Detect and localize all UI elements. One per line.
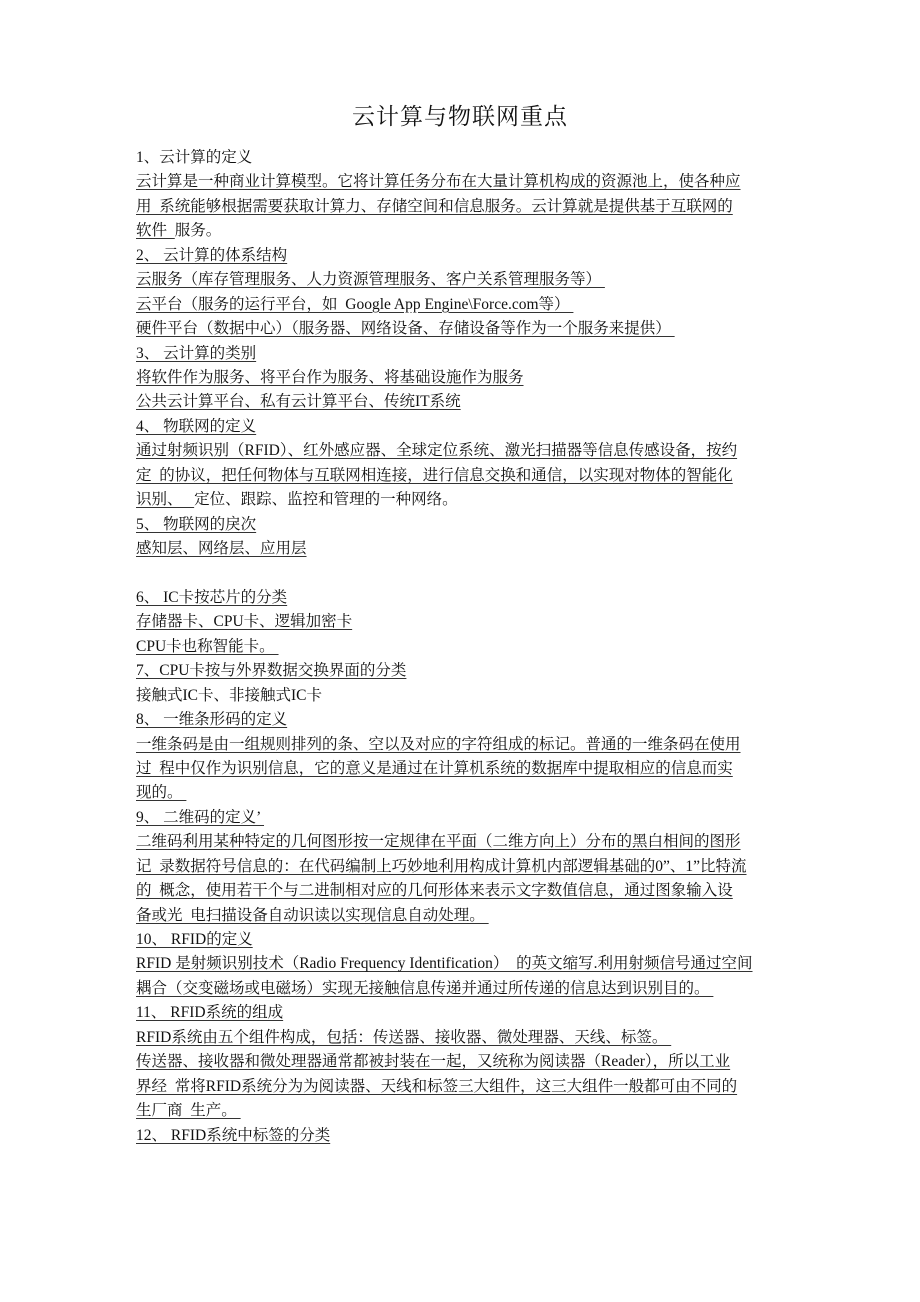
text-segment: 2、 云计算的体系结构 xyxy=(136,246,288,264)
document-line xyxy=(136,390,796,414)
text-segment: 过 程中仅作为识别信息，它的意义是通过在计算机系统的数据库中提取相应的信息而实 xyxy=(136,759,733,777)
document-line xyxy=(136,708,796,732)
text-segment: 传送器、接收器和微处理器通常都被封装在一起，又统称为阅读器（Reader），所以工业 xyxy=(136,1053,731,1071)
document-line xyxy=(136,928,796,952)
document-line xyxy=(136,219,796,243)
document-line xyxy=(136,855,796,879)
document-line xyxy=(136,415,796,439)
document-line xyxy=(136,879,796,903)
text-segment: 记 录数据符号信息的：在代码编制上巧妙地利用构成计算机内部逻辑基础的0”、1”比特流 xyxy=(136,857,747,875)
document-title: 云计算与物联网重点 xyxy=(352,104,568,129)
document-line xyxy=(136,1075,796,1099)
text-segment: CPU卡也称智能卡。 xyxy=(136,637,279,655)
document-line xyxy=(136,488,796,512)
text-segment: 通过射频识别（RFID）、红外感应器、全球定位系统、激光扫描器等信息传感设备，按约 xyxy=(136,442,738,460)
text-segment: 10、 RFID的定义 xyxy=(136,931,253,948)
document-line xyxy=(136,1050,796,1074)
document-line xyxy=(136,561,796,585)
text-segment: 4、 物联网的定义 xyxy=(136,417,257,435)
document-line xyxy=(136,830,796,854)
document-line xyxy=(136,757,796,781)
text-segment: 备或光 电扫描设备自动识读以实现信息自动处理。 xyxy=(136,906,489,924)
document-line xyxy=(136,342,796,366)
text-segment: 8、 一维条形码的定义 xyxy=(136,711,288,729)
text-segment: 11、 RFID系统的组成 xyxy=(136,1004,284,1022)
document-line xyxy=(136,806,796,830)
document-line xyxy=(136,317,796,341)
text-segment: 6、 IC卡按芯片的分类 xyxy=(136,588,288,606)
document-line xyxy=(136,610,796,634)
document-line xyxy=(136,170,796,194)
text-segment: 的 概念，使用若干个与二进制相对应的几何形体来表示文字数值信息，通过图象输入设 xyxy=(136,882,733,900)
text-segment: 定 的协议，把任何物体与互联网相连接，进行信息交换和通信，以实现对物体的智能化 xyxy=(136,466,733,484)
document-line xyxy=(136,366,796,390)
text-segment: 生厂商 生产。 xyxy=(136,1102,241,1120)
document-line xyxy=(136,464,796,488)
text-segment: 定位、跟踪、监控和管理的一种网络。 xyxy=(194,491,458,509)
text-segment: 用 系统能够根据需要获取计算力、存储空间和信息服务。云计算就是提供基于互联网的 xyxy=(136,197,733,215)
document-line xyxy=(136,1099,796,1123)
text-segment: 接触式IC卡、非接触式IC卡 xyxy=(136,686,323,704)
document-line xyxy=(136,293,796,317)
document-line xyxy=(136,146,796,170)
text-segment: 9、 二维码的定义’ xyxy=(136,808,265,826)
text-segment: 7、CPU卡按与外界数据交换界面的分类 xyxy=(136,662,407,680)
text-segment: 现的。 xyxy=(136,784,187,802)
text-segment: 软件 xyxy=(136,222,175,240)
document-line xyxy=(136,659,796,683)
text-segment: 一维条码是由一组规则排列的条、空以及对应的字符组成的标记。普通的一维条码在使用 xyxy=(136,735,741,753)
document-line xyxy=(136,513,796,537)
document-line xyxy=(136,904,796,928)
text-segment: 公共云计算平台、私有云计算平台、传统IT系统 xyxy=(136,393,461,411)
text-segment: 感知层、网络层、应用层 xyxy=(136,540,307,557)
text-segment: 云平台（服务的运行平台，如 Google App Engine\Force.com等） xyxy=(136,295,574,313)
text-segment: 云服务（库存管理服务、人力资源管理服务、客户关系管理服务等） xyxy=(136,271,605,289)
document-line xyxy=(136,684,796,708)
document-line xyxy=(136,195,796,219)
text-segment: RFID系统由五个组件构成，包括：传送器、接收器、微处理器、天线、标签。 xyxy=(136,1028,672,1046)
document-line xyxy=(136,244,796,268)
text-segment: 12、 RFID系统中标签的分类 xyxy=(136,1126,331,1144)
text-segment: 5、 物联网的戾次 xyxy=(136,515,257,533)
document-line xyxy=(136,635,796,659)
document-line xyxy=(136,977,796,1001)
text-segment: 云计算是一种商业计算模型。它将计算任务分布在大量计算机构成的资源池上，使各种应 xyxy=(136,173,741,191)
document-line xyxy=(136,1124,796,1148)
text-segment: 将软件作为服务、将平台作为服务、将基础设施作为服务 xyxy=(136,368,524,386)
document-line xyxy=(136,439,796,463)
document-line xyxy=(136,586,796,610)
document-line xyxy=(136,537,796,561)
text-segment: 硬件平台（数据中心）（服务器、网络设备、存储设备等作为一个服务来提供） xyxy=(136,320,675,338)
document-line xyxy=(136,733,796,757)
text-segment: 二维码利用某种特定的几何图形按一定规律在平面（二维方向上）分布的黑白相间的图形 xyxy=(136,833,741,851)
text-segment: 3、 云计算的类别 xyxy=(136,344,257,362)
text-segment: 存储器卡、CPU卡、逻辑加密卡 xyxy=(136,613,353,631)
text-segment: 界经 常将RFID系统分为为阅读器、天线和标签三大组件，这三大组件一般都可由不同的 xyxy=(136,1077,738,1095)
document-line xyxy=(136,268,796,292)
text-segment: 1、云计算的定义 xyxy=(136,149,253,166)
text-segment: 服务。 xyxy=(174,222,222,240)
document-body xyxy=(136,146,796,1148)
document-line xyxy=(136,781,796,805)
document-line xyxy=(136,1026,796,1050)
text-segment: RFID 是射频识别技术（Radio Frequency Identification） 的英文缩写.利用射频信号通过空间 xyxy=(136,955,753,973)
text-segment: 耦合（交变磁场或电磁场）实现无接触信息传递并通过所传递的信息达到识别目的。 xyxy=(136,979,714,997)
document-line xyxy=(136,1001,796,1025)
document-line xyxy=(136,952,796,976)
text-segment: 识别、 xyxy=(136,491,195,509)
